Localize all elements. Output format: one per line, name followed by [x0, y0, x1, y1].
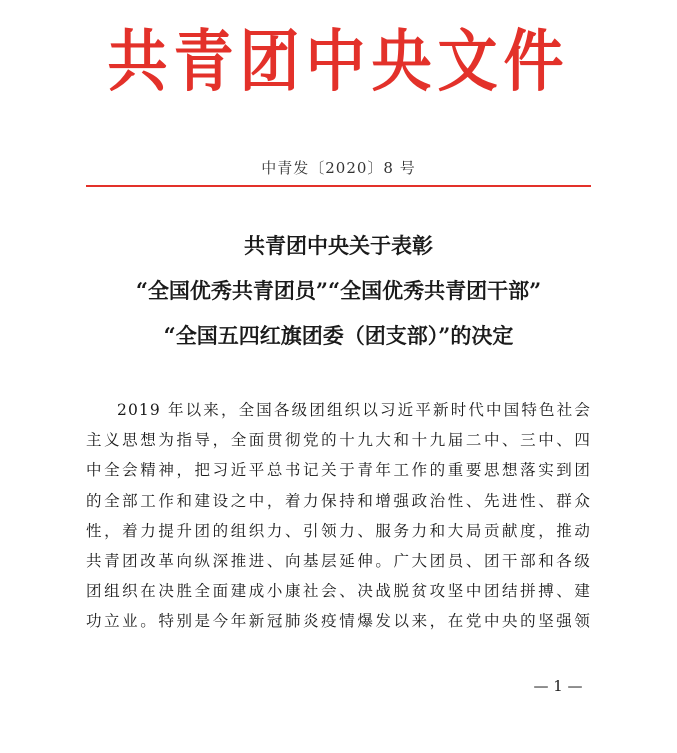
body-line: 功立业。特别是今年新冠肺炎疫情爆发以来，在党中央的坚强领 [86, 612, 591, 631]
page-number: — 1 — [533, 677, 583, 695]
body-line: 2019 年以来，全国各级团组织以习近平新时代中国特色社会 [117, 401, 591, 419]
document-number: 中青发〔2020〕8 号 [261, 159, 416, 177]
body-line: 主义思想为指导，全面贯彻党的十九大和十九届二中、三中、四 [86, 431, 591, 450]
document-title-line-1: 共青团中央关于表彰 [244, 233, 433, 258]
document-title-line-2: “全国优秀共青团员”“全国优秀共青团干部” [135, 278, 542, 303]
body-line: 性，着力提升团的组织力、引领力、服务力和大局贡献度，推动 [86, 521, 591, 540]
body-line: 的全部工作和建设之中，着力保持和增强政治性、先进性、群众 [86, 491, 591, 510]
body-line: 中全会精神，把习近平总书记关于青年工作的重要思想落实到团 [86, 461, 591, 480]
document-body [86, 395, 591, 637]
red-separator-line [86, 185, 591, 187]
body-line: 团组织在决胜全面建成小康社会、决战脱贫攻坚中团结拼搏、建 [86, 582, 591, 601]
body-line: 共青团改革向纵深推进、向基层延伸。广大团员、团干部和各级 [86, 551, 591, 570]
document-masthead: 共青团中央文件 [107, 23, 570, 102]
document-title-line-3: “全国五四红旗团委（团支部）”的决定 [163, 323, 514, 348]
